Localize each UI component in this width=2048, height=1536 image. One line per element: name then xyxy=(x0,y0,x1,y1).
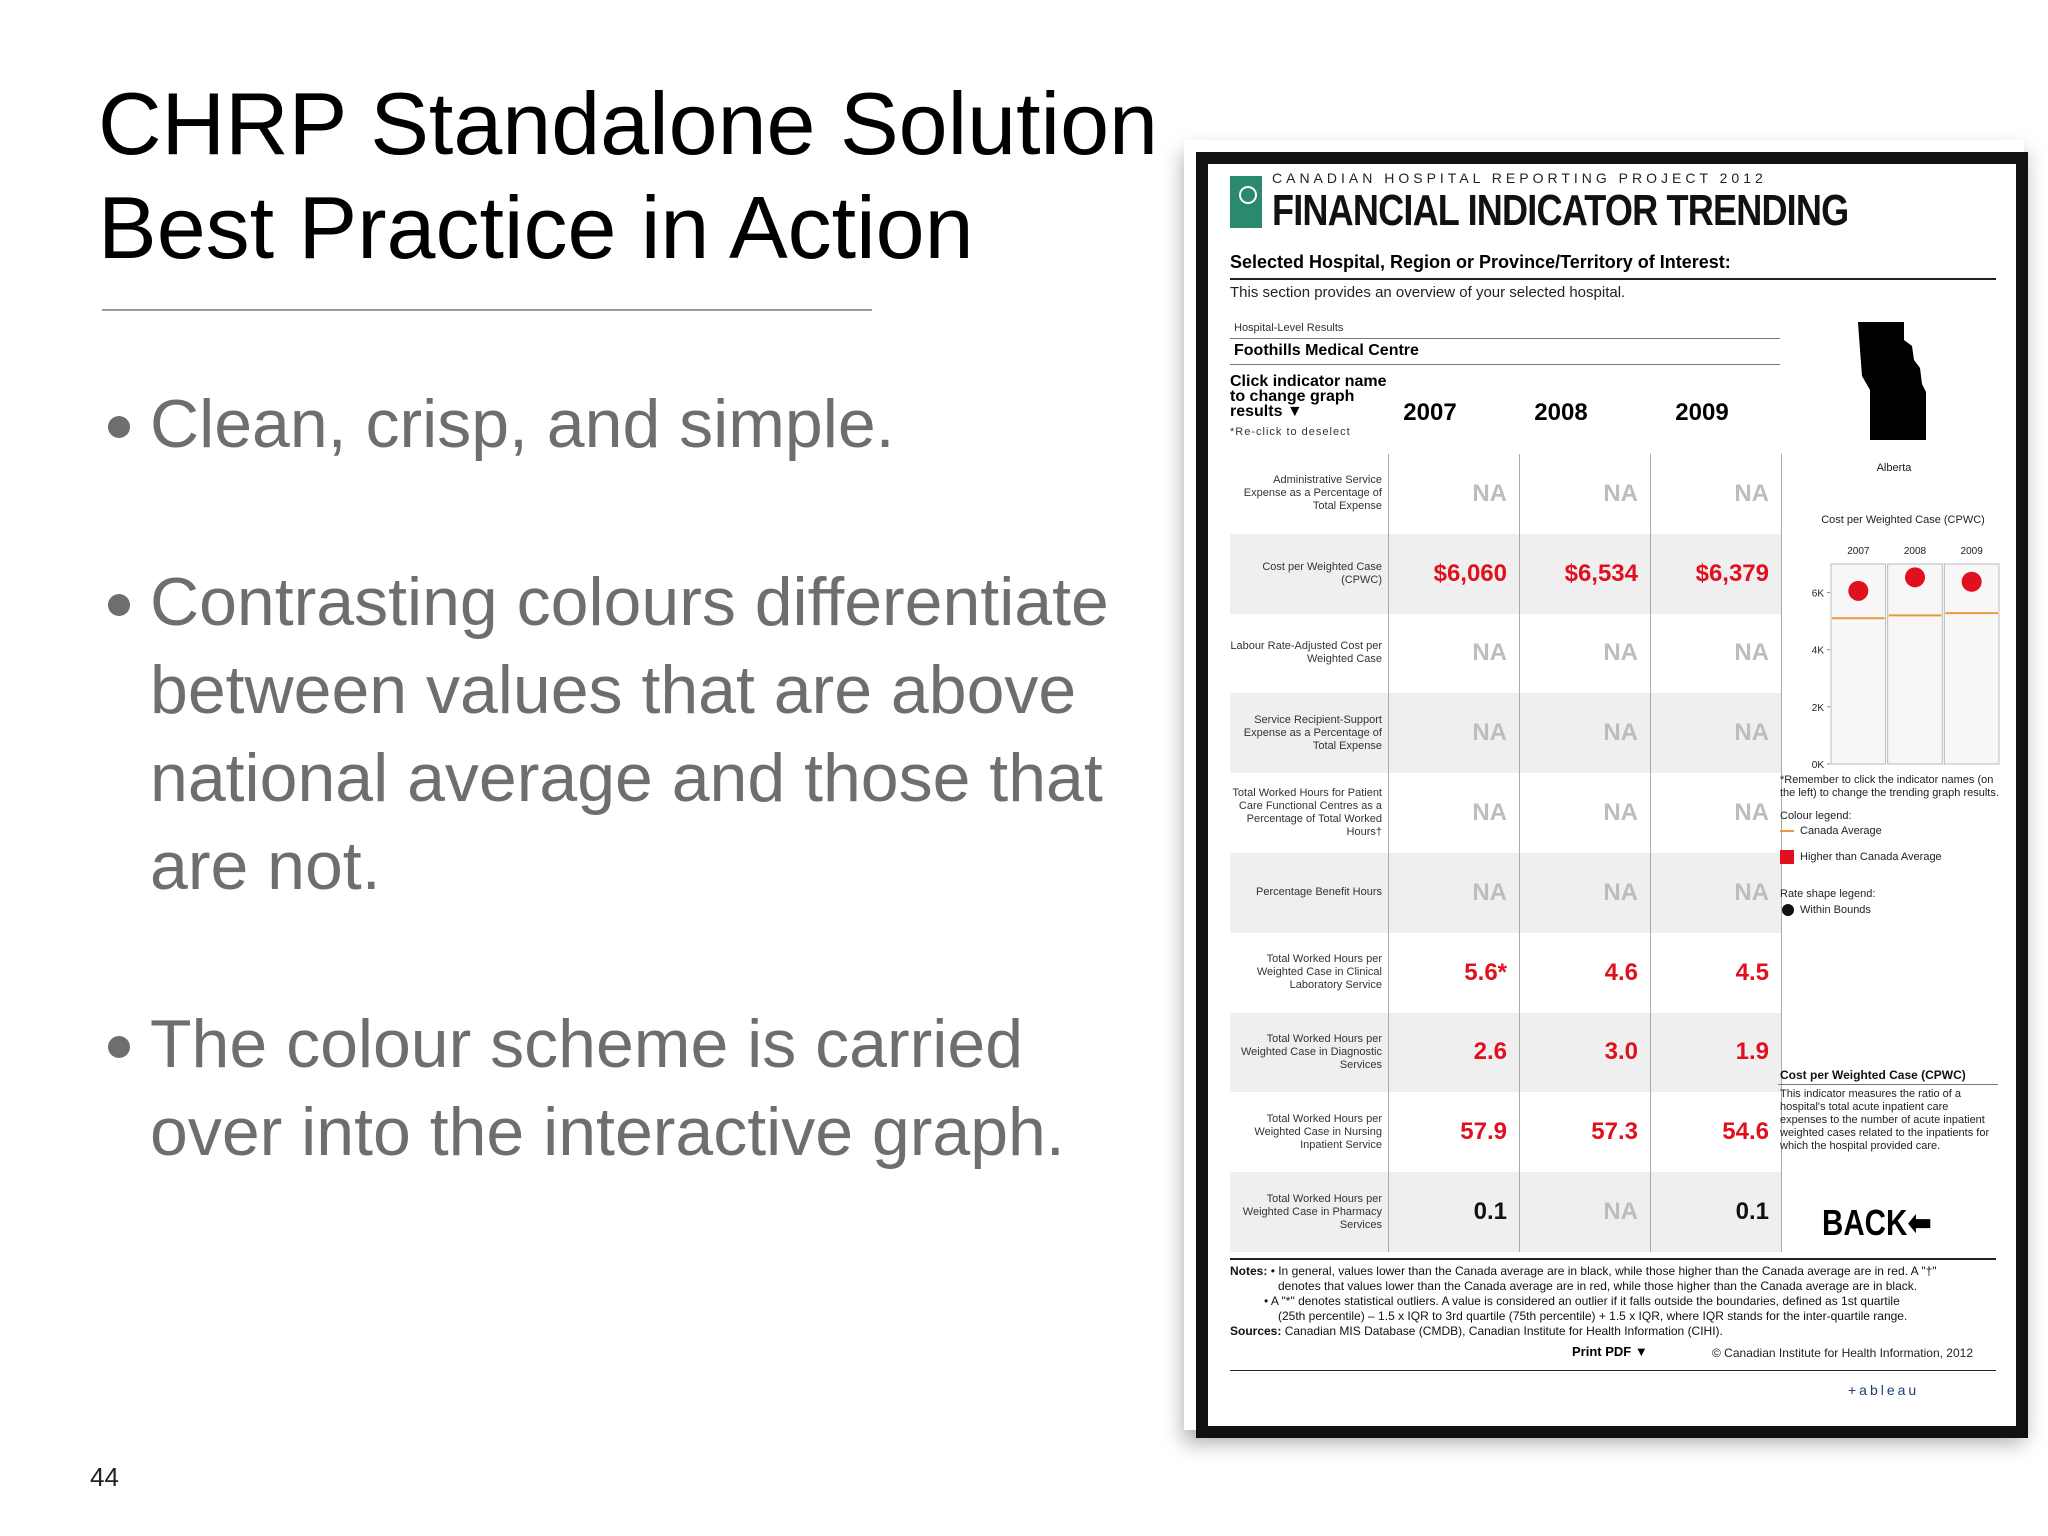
dashboard-title: FINANCIAL INDICATOR TRENDING xyxy=(1272,186,1849,235)
bullet-dot-icon xyxy=(108,1036,130,1058)
divider xyxy=(1230,364,1780,365)
indicator-name-link[interactable]: Labour Rate-Adjusted Cost per Weighted Case xyxy=(1230,640,1382,666)
rate-shape-title: Rate shape legend: xyxy=(1780,888,1876,900)
indicator-name-link[interactable]: Total Worked Hours per Weighted Case in Pharmacy Services xyxy=(1242,1192,1382,1231)
bullet-item xyxy=(102,380,1162,468)
tableau-logo: +ableau xyxy=(1848,1382,1920,1398)
indicator-name-link[interactable]: Total Worked Hours for Patient Care Functional Centres as a Percentage of Total Worked Hours† xyxy=(1232,787,1382,839)
project-name: CANADIAN HOSPITAL REPORTING PROJECT 2012 xyxy=(1272,170,1767,186)
indicator-name-link[interactable]: Percentage Benefit Hours xyxy=(1256,886,1382,899)
title-line-1: CHRP Standalone Solution xyxy=(98,74,1158,173)
chart-category-label: 2008 xyxy=(1903,546,1927,557)
dashboard-panel xyxy=(1196,152,2028,1438)
canada-average-swatch xyxy=(1780,830,1794,832)
bullet-list xyxy=(102,380,1162,1266)
indicator-name-link[interactable]: Total Worked Hours per Weighted Case in Diagnostic Services xyxy=(1240,1032,1382,1071)
indicator-info-description: This indicator measures the ratio of a hospital's total acute inpatient care expenses to the number of acute inpatient weighted cases related to the inpatients for which the hospital provided care. xyxy=(1780,1088,1990,1152)
note-text: • In general, values lower than the Canada average are in black, while those higher than the Canada average are in red. A "†" xyxy=(1270,1264,1937,1278)
indicator-value: 0.1 xyxy=(1735,1198,1769,1226)
chart-category-label: 2009 xyxy=(1960,546,1983,557)
map-label: Alberta xyxy=(1876,462,1912,474)
title-divider xyxy=(102,309,872,311)
title-line-2: Best Practice in Action xyxy=(98,178,974,277)
table-row xyxy=(1230,534,1782,614)
table-column-divider xyxy=(1519,454,1520,1252)
indicator-value: NA xyxy=(1734,799,1769,827)
trend-chart[interactable] xyxy=(1794,542,2004,770)
indicator-name-link[interactable]: Administrative Service Expense as a Percentage of Total Expense xyxy=(1243,474,1382,513)
indicator-value: NA xyxy=(1603,799,1638,827)
divider xyxy=(1230,1370,1996,1371)
bullet-dot-icon xyxy=(108,594,130,616)
slide-number: 44 xyxy=(90,1462,119,1492)
indicator-value: NA xyxy=(1472,639,1507,667)
within-bounds-swatch xyxy=(1782,904,1794,916)
table-row xyxy=(1230,933,1782,1013)
chart-y-tick-label: 0K xyxy=(1811,760,1824,770)
bullet-item xyxy=(102,558,1162,910)
table-row xyxy=(1230,1092,1782,1172)
alberta-map-icon xyxy=(1856,320,1928,442)
legend-higher: Higher than Canada Average xyxy=(1800,851,1942,863)
indicator-value: 0.1 xyxy=(1473,1198,1507,1226)
notes-label: Notes: xyxy=(1230,1264,1268,1278)
chart-y-tick-label: 4K xyxy=(1811,645,1824,657)
legend-canada-average: Canada Average xyxy=(1800,825,1882,837)
notes-section xyxy=(1230,1264,1990,1339)
colour-legend-title: Colour legend: xyxy=(1780,810,1852,822)
chart-category-label: 2007 xyxy=(1847,546,1870,557)
indicator-name-link[interactable]: Cost per Weighted Case (CPWC) xyxy=(1262,560,1382,586)
table-row xyxy=(1230,693,1782,773)
year-header: 2008 xyxy=(1534,399,1588,426)
indicator-value: NA xyxy=(1734,719,1769,747)
indicator-value: 57.3 xyxy=(1591,1118,1638,1146)
indicator-value: NA xyxy=(1472,479,1507,507)
table-row xyxy=(1230,1172,1782,1252)
indicator-name-link[interactable]: Total Worked Hours per Weighted Case in Clinical Laboratory Service xyxy=(1256,953,1382,992)
chart-point[interactable] xyxy=(1962,572,1982,592)
indicator-value: $6,534 xyxy=(1564,559,1638,587)
back-button[interactable]: BACK⬅ xyxy=(1822,1202,1933,1243)
table-column-divider xyxy=(1388,454,1389,1252)
table-column-divider xyxy=(1650,454,1651,1252)
table-row xyxy=(1230,773,1782,853)
cihi-logo-icon xyxy=(1230,176,1262,228)
remember-note: *Remember to click the indicator names (on the left) to change the trending graph results. xyxy=(1780,774,1999,799)
chart-point[interactable] xyxy=(1905,567,1925,587)
indicator-value: NA xyxy=(1603,878,1638,906)
reclick-hint: *Re-click to deselect xyxy=(1230,426,1351,438)
hospital-name[interactable]: Foothills Medical Centre xyxy=(1234,342,1419,359)
indicator-value: NA xyxy=(1472,719,1507,747)
divider xyxy=(1230,338,1780,339)
bullet-item xyxy=(102,1000,1162,1176)
bullet-text: Clean, crisp, and simple. xyxy=(150,386,895,462)
indicator-value: 57.9 xyxy=(1460,1118,1507,1146)
indicator-value: 4.6 xyxy=(1604,958,1638,986)
indicator-value: NA xyxy=(1472,799,1507,827)
chart-y-tick-label: 6K xyxy=(1811,588,1824,600)
selection-description: This section provides an overview of your selected hospital. xyxy=(1230,284,1626,301)
indicator-value: NA xyxy=(1603,639,1638,667)
note-text: (25th percentile) – 1.5 x IQR to 3rd quartile (75th percentile) + 1.5 x IQR, where IQR stands for the inter-quartile range. xyxy=(1278,1309,1908,1323)
indicator-value: 2.6 xyxy=(1473,1038,1507,1066)
bullet-text: Contrasting colours differentiate between values that are above national average and those that are not. xyxy=(150,564,1109,904)
selection-header: Selected Hospital, Region or Province/Territory of Interest: xyxy=(1230,252,1731,272)
sources-label: Sources: xyxy=(1230,1324,1282,1338)
year-header: 2009 xyxy=(1675,399,1729,426)
indicator-value: NA xyxy=(1734,639,1769,667)
divider xyxy=(1778,1084,1998,1085)
indicator-table xyxy=(1230,454,1782,1252)
indicator-info-title: Cost per Weighted Case (CPWC) xyxy=(1780,1068,1966,1082)
indicator-name-link[interactable]: Total Worked Hours per Weighted Case in Nursing Inpatient Service xyxy=(1254,1112,1382,1151)
indicator-value: NA xyxy=(1603,1198,1638,1226)
indicator-value: NA xyxy=(1734,479,1769,507)
divider xyxy=(1230,1258,1996,1260)
slide-title xyxy=(98,72,1158,280)
higher-than-average-swatch xyxy=(1780,850,1794,864)
note-text: denotes that values lower than the Canada average are in red, while those higher than the Canada average are in black. xyxy=(1278,1279,1918,1293)
indicator-value: 5.6* xyxy=(1464,958,1507,986)
indicator-value: NA xyxy=(1603,719,1638,747)
legend-within-bounds: Within Bounds xyxy=(1800,904,1871,916)
indicator-value: 54.6 xyxy=(1722,1118,1769,1146)
copyright: © Canadian Institute for Health Information, 2012 xyxy=(1712,1346,1973,1360)
indicator-value: 1.9 xyxy=(1735,1038,1769,1066)
chart-panel xyxy=(1888,564,1943,764)
bullet-dot-icon xyxy=(108,416,130,438)
table-row xyxy=(1230,1013,1782,1093)
note-text: • A "*" denotes statistical outliers. A value is considered an outlier if it falls outside the boundaries, defined as 1st quartile xyxy=(1264,1294,1900,1308)
chart-point[interactable] xyxy=(1848,581,1868,601)
table-row xyxy=(1230,853,1782,933)
trend-chart-title: Cost per Weighted Case (CPWC) xyxy=(1821,514,1985,526)
bullet-text: The colour scheme is carried over into the interactive graph. xyxy=(150,1006,1065,1170)
indicator-name-link[interactable]: Service Recipient-Support Expense as a Percentage of Total Expense xyxy=(1243,713,1382,752)
chart-panel xyxy=(1944,564,1999,764)
indicator-value: NA xyxy=(1472,878,1507,906)
hospital-level-label: Hospital-Level Results xyxy=(1234,322,1344,334)
indicator-value: $6,060 xyxy=(1433,559,1507,587)
table-row xyxy=(1230,614,1782,694)
click-indicator-hint: Click indicator name to change graph results ▼ xyxy=(1230,373,1387,420)
sources-text: Canadian MIS Database (CMDB), Canadian Institute for Health Information (CIHI). xyxy=(1284,1324,1723,1338)
indicator-value: NA xyxy=(1734,878,1769,906)
year-header: 2007 xyxy=(1403,399,1457,426)
print-pdf-button[interactable]: Print PDF ▼ xyxy=(1572,1344,1648,1359)
indicator-value: 4.5 xyxy=(1735,958,1769,986)
divider xyxy=(1230,278,1996,280)
indicator-value: NA xyxy=(1603,479,1638,507)
chart-y-tick-label: 2K xyxy=(1811,702,1824,714)
table-row xyxy=(1230,454,1782,534)
indicator-value: 3.0 xyxy=(1604,1038,1638,1066)
indicator-value: $6,379 xyxy=(1695,559,1769,587)
